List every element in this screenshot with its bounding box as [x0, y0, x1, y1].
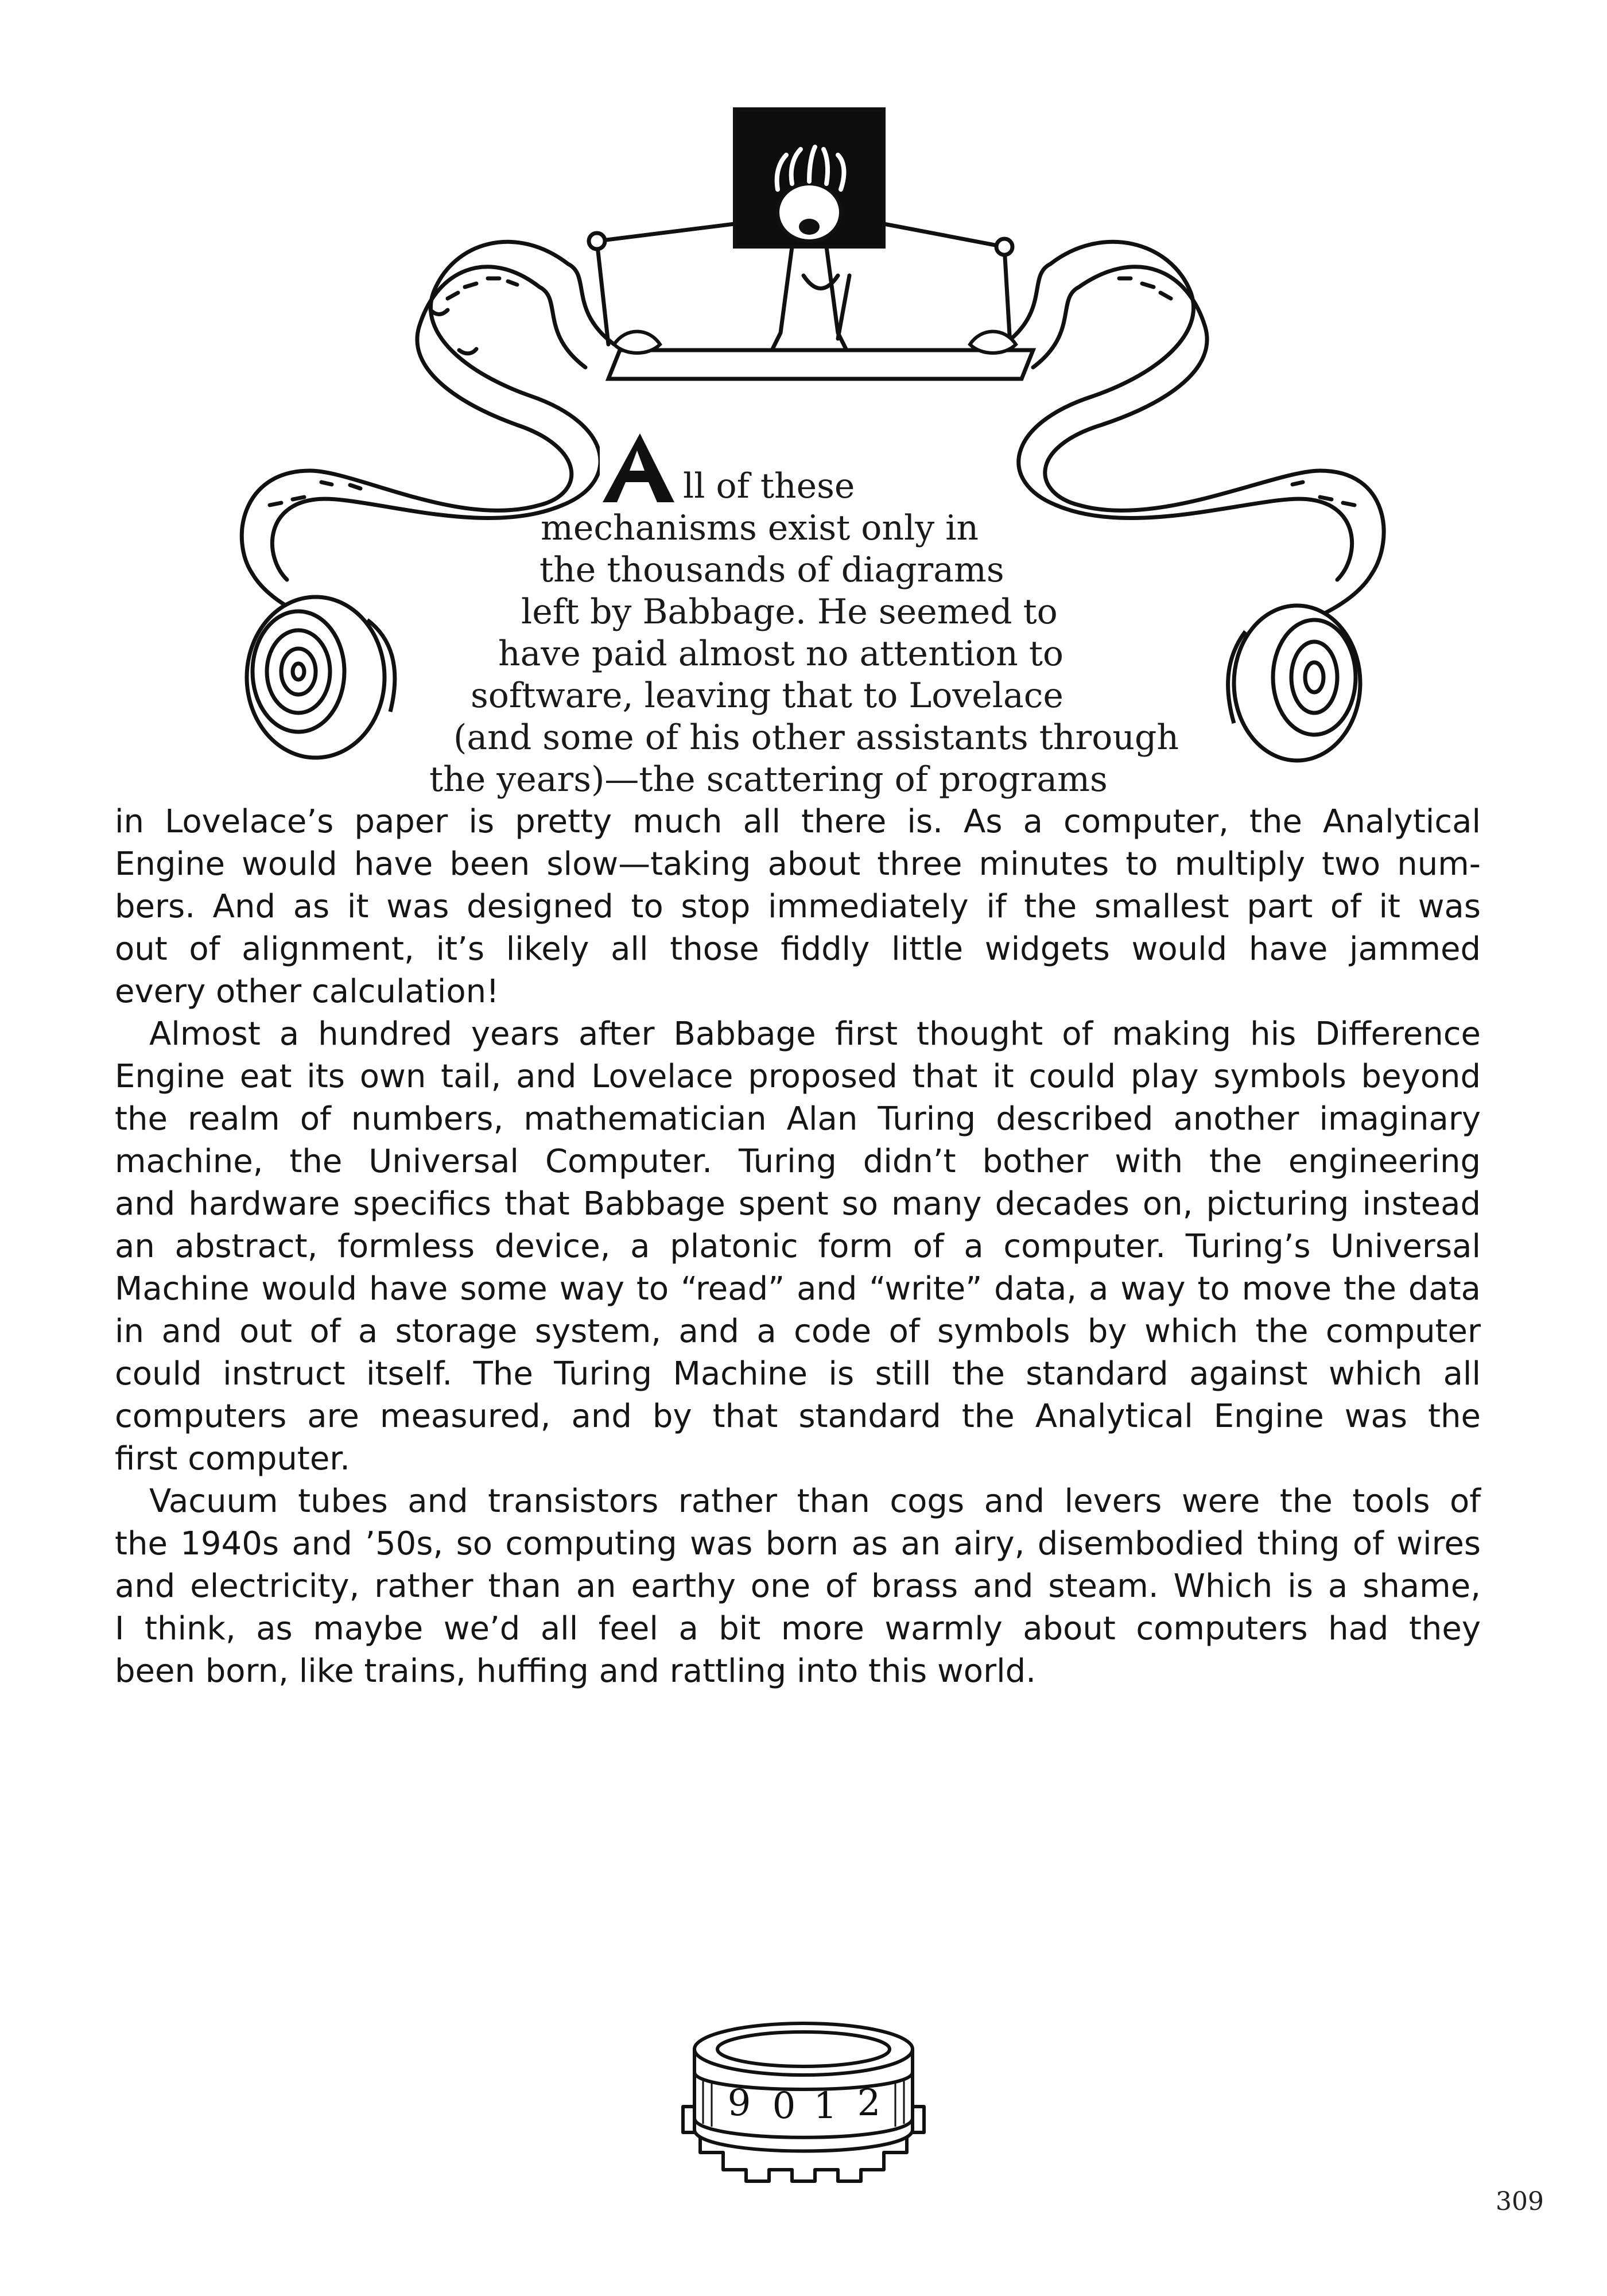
intro-line-8: the years)—the scattering of programs	[429, 759, 1108, 800]
intro-line-4: left by Babbage. He seemed to	[521, 592, 1058, 632]
wheel-digit: 2	[857, 2082, 881, 2124]
body-line: every other calculation!	[115, 973, 499, 1010]
body-line: first computer.	[115, 1440, 350, 1477]
svg-text:A: A	[638, 497, 642, 503]
intro-line-5: have paid almost no attention to	[498, 634, 1064, 674]
ribbon-right	[1004, 242, 1384, 631]
body-line: and electricity, rather than an earthy one of brass and steam. Which is a shame,	[115, 1568, 1481, 1605]
body-line: been born, like trains, huffing and rattling into this world.	[115, 1653, 1036, 1690]
body-line: could instruct itself. The Turing Machine is still the standard against which all	[115, 1355, 1481, 1393]
intro-line-2: mechanisms exist only in	[541, 508, 979, 548]
intro-line-1: ll of these	[683, 466, 855, 506]
body-text	[115, 801, 1481, 1693]
body-line: machine, the Universal Computer. Turing didn’t bother with the engineering	[115, 1143, 1481, 1180]
intro-line-3: the thousands of diagrams	[539, 550, 1004, 590]
body-line: Engine eat its own tail, and Lovelace proposed that it could play symbols beyond	[115, 1058, 1481, 1095]
body-line: Vacuum tubes and transistors rather than cogs and levers were the tools of	[149, 1483, 1481, 1520]
body-line: an abstract, formless device, a platonic form of a computer. Turing’s Universal	[115, 1228, 1481, 1265]
body-line: Machine would have some way to “read” and “write” data, a way to move the data	[115, 1270, 1481, 1308]
body-line: the 1940s and ’50s, so computing was born as an airy, disembodied thing of wires	[115, 1525, 1481, 1562]
body-line: I think, as maybe we’d all feel a bit more warmly about computers had they	[115, 1610, 1481, 1647]
body-line: Engine would have been slow—taking about three minutes to multiply two num-	[115, 846, 1481, 883]
ribbon-roll-left	[247, 597, 395, 758]
body-line: in Lovelace’s paper is pretty much all there is. As a computer, the Analytical	[115, 803, 1481, 840]
intro-line-6: software, leaving that to Lovelace	[471, 676, 1063, 716]
page-number: 309	[1496, 2187, 1544, 2216]
wheel-digit: 9	[727, 2082, 751, 2124]
body-line: computers are measured, and by that standard the Analytical Engine was the	[115, 1398, 1481, 1435]
body-line: Almost a hundred years after Babbage first thought of making his Difference	[149, 1015, 1481, 1053]
robot-figure	[589, 109, 1033, 379]
body-line: bers. And as it was designed to stop immediately if the smallest part of it was	[115, 888, 1481, 925]
body-line: in and out of a storage system, and a code of symbols by which the computer	[115, 1313, 1481, 1350]
wheel-digit: 1	[813, 2085, 837, 2127]
body-line: the realm of numbers, mathematician Alan Turing described another imaginary	[115, 1100, 1481, 1138]
ribbon-roll-right	[1228, 606, 1360, 761]
intro-line-7: (and some of his other assistants through	[453, 718, 1179, 758]
counter-wheel-illustration	[671, 2009, 936, 2187]
body-line: and hardware specifics that Babbage spent so many decades on, picturing instead	[115, 1185, 1481, 1223]
body-line: out of alignment, it’s likely all those fiddly little widgets would have jammed	[115, 930, 1481, 968]
wheel-digit: 0	[772, 2085, 796, 2127]
drop-cap-letter	[600, 428, 680, 508]
